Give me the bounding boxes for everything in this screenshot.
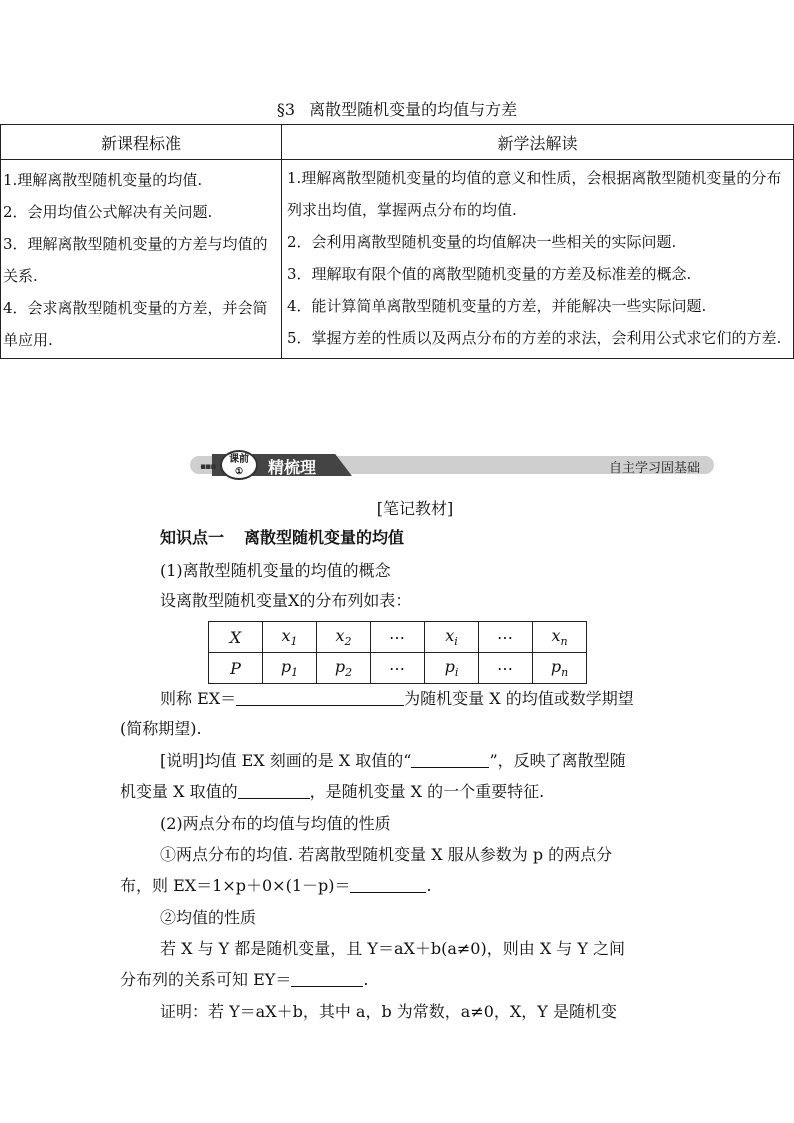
definition-tail: (简称期望). <box>120 719 202 738</box>
cell <box>263 653 317 684</box>
cell: P <box>209 653 263 684</box>
cell: X <box>209 622 263 653</box>
cell <box>533 622 587 653</box>
cell: ⋯ <box>479 653 533 684</box>
two-point-formula: 布，则 EX＝1×p＋0×(1－p)＝ <box>120 876 351 895</box>
cell: ⋯ <box>371 622 425 653</box>
cell-text: $x_n$ <box>551 625 568 649</box>
definition-line <box>160 684 678 714</box>
property-line-1: 若 X 与 Y 都是随机变量，且 Y＝aX＋b(a≠0)，则由 X 与 Y 之间 <box>160 939 626 958</box>
cell <box>317 653 371 684</box>
section-banner <box>150 452 720 478</box>
note-pre: [说明]均值 EX 刻画的是 X 取值的“ <box>160 751 412 770</box>
cell <box>425 653 479 684</box>
property-end: . <box>363 970 369 989</box>
header-method: 新学法解读 <box>282 125 794 160</box>
blank-average <box>411 749 489 768</box>
banner-badge <box>220 450 258 480</box>
knowledge-point: 知识点一 <box>160 528 225 547</box>
note-line2-post: ，是随机变量 X 的一个重要特征. <box>309 782 545 801</box>
property-heading: ②均值的性质 <box>160 908 257 927</box>
blank-expectation <box>236 687 404 706</box>
cell: ⋯ <box>371 653 425 684</box>
method-item: 2．会利用离散型随机变量的均值解决一些相关的实际问题. <box>287 233 677 251</box>
standard-item: 2．会用均值公式解决有关问题. <box>3 203 213 221</box>
standards-table <box>0 124 794 359</box>
method-list <box>282 160 794 359</box>
standard-item: 4．会求离散型随机变量的方差，并会简单应用. <box>3 299 268 349</box>
method-item: 5．掌握方差的性质以及两点分布的方差的求法，会利用公式求它们的方差. <box>287 329 782 347</box>
knowledge-title: 离散型随机变量的均值 <box>244 528 405 547</box>
note-title: [笔记教材] <box>376 499 454 518</box>
standard-item: 3．理解离散型随机变量的方差与均值的关系. <box>3 235 268 285</box>
standard-list <box>1 160 282 359</box>
distribution-table <box>208 621 587 684</box>
proof-line: 证明：若 Y＝aX＋b，其中 a，b 为常数，a≠0，X，Y 是随机变 <box>160 1002 617 1021</box>
definition-post: 为随机变量 X 的均值或数学期望 <box>404 689 634 708</box>
note-line-2 <box>120 777 638 807</box>
two-point-end: . <box>426 876 432 895</box>
cell <box>425 622 479 653</box>
cell-text: $p_2$ <box>334 656 353 680</box>
table-row <box>209 622 587 653</box>
cell <box>317 622 371 653</box>
cell <box>263 622 317 653</box>
cell <box>533 653 587 684</box>
standard-item: 1.理解离散型随机变量的均值. <box>3 171 203 189</box>
cell-text: $x_i$ <box>445 625 458 649</box>
blank-level <box>238 780 310 799</box>
note-line-1 <box>160 746 678 776</box>
dist-intro: 设离散型随机变量X的分布列如表： <box>160 591 412 610</box>
banner-dots-icon: ▪▪▪ <box>200 462 216 472</box>
cell-text: $x_1$ <box>281 625 298 649</box>
definition-pre: 则称 EX＝ <box>160 689 237 708</box>
cell-text: $p_i$ <box>444 656 459 680</box>
method-item: 4．能计算简单离散型随机变量的方差，并能解决一些实际问题. <box>287 297 707 315</box>
cell: ⋯ <box>479 622 533 653</box>
header-standard: 新课程标准 <box>1 125 282 160</box>
badge-number: ① <box>234 467 244 477</box>
cell-text: $x_2$ <box>335 625 352 649</box>
knowledge-heading <box>160 525 404 548</box>
title-text: 离散型随机变量的均值与方差 <box>309 100 518 119</box>
blank-two-point <box>350 874 426 893</box>
subheading-1: (1)离散型随机变量的均值的概念 <box>160 561 391 580</box>
method-item: 3．理解取有限个值的离散型随机变量的方差及标准差的概念. <box>287 265 692 283</box>
cell-text: $p_1$ <box>280 656 299 680</box>
banner-right-text: 自主学习固基础 <box>608 461 700 476</box>
table-row <box>209 653 587 684</box>
subheading-2: (2)两点分布的均值与均值的性质 <box>160 814 391 833</box>
property-formula: 分布列的关系可知 EY＝ <box>120 970 292 989</box>
page-title <box>0 97 794 120</box>
two-point-line-2 <box>120 871 638 901</box>
cell-text: $p_n$ <box>550 656 569 680</box>
blank-property <box>291 968 363 987</box>
badge-text: 课前 <box>229 454 249 465</box>
two-point-line-1: ①两点分布的均值. 若离散型随机变量 X 服从参数为 p 的两点分 <box>160 845 613 864</box>
property-line-2 <box>120 965 638 995</box>
banner-label: 精梳理 <box>268 458 317 477</box>
method-item: 1.理解离散型随机变量的均值的意义和性质，会根据离散型随机变量的分布列求出均值，掌握两点分布的均值. <box>287 169 782 219</box>
note-mid: ”，反映了离散型随 <box>489 751 626 770</box>
section-number: §3 <box>276 100 296 119</box>
note-line2-pre: 机变量 X 取值的 <box>120 782 238 801</box>
